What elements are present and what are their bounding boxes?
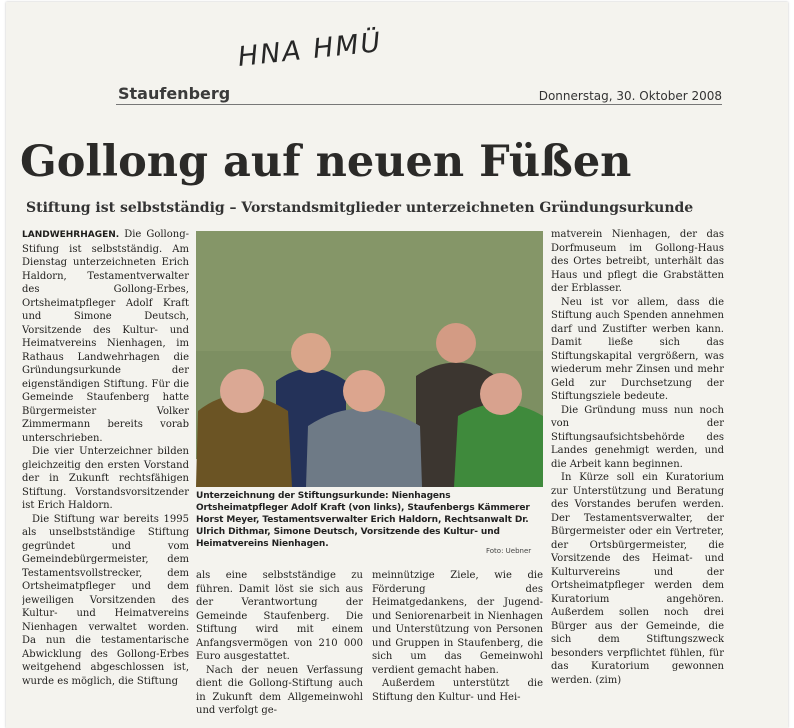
handwritten-note: HNA HMÜ — [236, 26, 384, 73]
person-standing-left-head — [291, 333, 331, 373]
column-2-paragraph-1: als eine selbstständige zu führen. Damit löst sie sich aus der Verantwortung der Gemeinde Staufenberg. Die Stiftung wird mit einem Anfangsvermögen von 210 000 Euro ausgestattet. — [196, 570, 363, 662]
column-3-paragraph-2: Außerdem unterstützt die Stiftung den Kultur- und Hei- — [372, 678, 543, 703]
issue-date: Donnerstag, 30. Oktober 2008 — [538, 89, 722, 103]
section-title: Staufenberg — [118, 84, 231, 103]
article-column-4 — [551, 228, 724, 726]
column-1-paragraph-1-text: Die Gollong-Stifung ist selbstständig. Am Dienstag unterzeichneten Erich Haldorn, Testamentverwalter des Gollong-Erbes, Ortsheimatpfleger Adolf Kraft und Simone Deutsch, Vorsitzende des Kultur- und Heimatvereins Nienhagen, im Rathaus Landwehrhagen die Gründungsurkunde der eigenständigen Stiftung. Für die Gemeinde Staufenberg hatte Bürgermeister Volker Zimmermann bereits vorab unterschrieben. — [22, 229, 189, 444]
article-column-2 — [196, 569, 363, 726]
photo-wall — [196, 231, 543, 351]
column-4-paragraph-2: Neu ist vor allem, dass die Stiftung auch Spenden annehmen darf und Zustifter werben kann. Damit ließe sich das Stiftungskapital vergrößern, was wiederum mehr Zinsen und mehr Geld zur Durchsetzung der Stiftungsziele bedeute. — [551, 296, 724, 402]
person-seated-left-head — [220, 369, 264, 413]
person-seated-center-head — [343, 370, 385, 412]
column-2-paragraph-2: Nach der neuen Verfassung dient die Gollong-Stiftung auch in Zukunft dem Allgemeinwohl und verfolgt ge- — [196, 664, 363, 716]
column-4-paragraph-3: Die Gründung muss nun noch von der Stiftungsaufsichtsbehörde des Landes genehmigt werden, und die Arbeit kann beginnen. — [551, 404, 724, 470]
article-column-1 — [22, 228, 189, 726]
photo-caption: Unterzeichnung der Stiftungsurkunde: Nienhagens Ortsheimatpfleger Adolf Kraft (von links), Staufenbergs Kämmerer Horst Meyer, Testamentsverwalter Erich Haldorn, Rechtsanwalt Dr. Ulrich Dithmar, Simone Deutsch, Vorsitzende des Kultur- und Heimatvereins Nienhagen. — [196, 491, 530, 549]
column-1-paragraph-3: Die Stiftung war bereits 1995 als unselbstständige Stiftung gegründet und vom Gemeindebürgermeister, dem Testamentsvollstrecker, dem Ortsheimatpfleger und dem jeweiligen Vorsitzenden des Kultur- und Heimatvereins Nienhagen verwaltet worden. Da nun die testamentarische Abwicklung des Gollong-Erbes weitgehend abgeschlossen ist, wurde es möglich, die Stiftung — [22, 513, 189, 687]
article-subheadline: Stiftung ist selbstständig – Vorstandsmitglieder unterzeichneten Gründungsurkunde — [26, 200, 694, 216]
dateline: LANDWEHRHAGEN. — [22, 230, 120, 240]
article-column-3 — [372, 569, 543, 726]
person-seated-right-sweater — [454, 404, 543, 488]
person-standing-right-head — [436, 323, 476, 363]
header-rule — [116, 104, 722, 105]
column-1-paragraph-2: Die vier Unterzeichner bilden gleichzeitig den ersten Vorstand der in Zukunft rechtsfähigen Stiftung. Vorstandsvorsitzender ist Erich Haldorn. — [22, 446, 189, 511]
group-photo-illustration — [196, 231, 543, 487]
person-seated-right-head — [480, 373, 522, 415]
person-seated-center-suit — [306, 409, 422, 488]
article-photo — [196, 231, 543, 487]
column-4-paragraph-1: matverein Nienhagen, der das Dorfmuseum im Gollong-Haus des Ortes betreibt, unterhält das Haus und pflegt die Grabstätten der Erblasser. — [551, 229, 724, 294]
column-1-paragraph-1 — [22, 228, 189, 445]
article-headline: Gollong auf neuen Füßen — [20, 137, 632, 187]
column-3-paragraph-1: meinnützige Ziele, wie die Förderung des Heimatgedankens, der Jugend- und Seniorenarbeit in Nienhagen und Unterstützung von Personen und Gruppen in Staufenberg, die sich um das Gemeinwohl verdient gemacht haben. — [372, 570, 543, 676]
column-4-paragraph-4: In Kürze soll ein Kuratorium zur Unterstützung und Beratung des Vorstandes berufen werden. Der Testamentsverwalter, der Bürgermeister oder ein Vertreter, der Ortsbürgermeister, die Vorsitzende des Heimat- und Kulturvereins und der Ortsheimatpfleger werden dem Kuratorium angehören. Außerdem sollen noch drei Bürger aus der Gemeinde, die sich dem Stiftungszweck besonders verpflichtet fühlen, für das Kuratorium gewonnen werden. (zim) — [551, 472, 724, 686]
photo-credit: Foto: Uebner — [486, 547, 532, 555]
